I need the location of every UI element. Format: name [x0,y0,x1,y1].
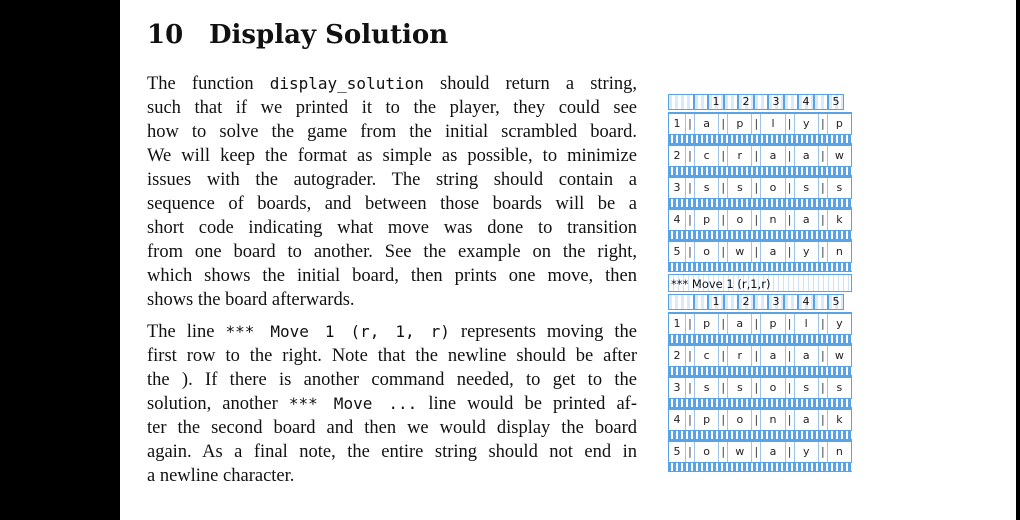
cell-separator: | [751,146,760,166]
row-divider [668,335,852,344]
cell-separator: | [718,314,727,334]
board-cell: w [727,442,751,462]
header-pad [784,94,798,110]
text-line [147,416,637,440]
inline-code: *** Move ... [288,394,418,413]
text-line [147,368,637,392]
column-header: 2 [738,294,754,310]
board-cell: o [694,242,718,262]
cell-separator: | [785,178,794,198]
board-row [668,240,852,272]
cell-separator: | [718,210,727,230]
header-pad [814,94,828,110]
cell-separator: | [785,346,794,366]
cell-separator: | [685,210,694,230]
cell-separator: | [818,410,827,430]
cell-separator: | [718,378,727,398]
cell-separator: | [751,378,760,398]
board-cell: s [727,378,751,398]
board-cell: n [827,442,851,462]
text-line [147,288,637,312]
board-cell: r [727,346,751,366]
text-line [147,216,637,240]
board-cell: l [794,314,818,334]
row-index: 2 [673,149,681,162]
column-header: 2 [738,94,754,110]
board-before [668,94,852,272]
row-index: 4 [673,413,681,426]
board-cell: w [727,242,751,262]
board-cell: o [694,442,718,462]
board-cell: k [827,410,851,430]
cell-separator: | [751,442,760,462]
cell-separator: | [718,178,727,198]
text-line [147,120,637,144]
row-index: 1 [673,117,681,130]
row-divider [668,135,852,144]
board-row [668,344,852,376]
text-line [147,320,637,344]
row-divider [668,463,852,472]
board-after [668,294,852,472]
cell-separator: | [785,410,794,430]
row-index: 5 [673,445,681,458]
header-pad [724,294,738,310]
row-index: 3 [673,381,681,394]
row-divider [668,167,852,176]
column-header: 1 [708,294,724,310]
cell-separator: | [685,114,694,134]
board-row [668,440,852,472]
cell-separator: | [718,242,727,262]
cell-separator: | [751,114,760,134]
board-cell: n [827,242,851,262]
cell-separator: | [818,442,827,462]
text-span: solution, another [147,394,289,414]
board-cell: n [760,410,784,430]
text-span: shows the board afterwards. [147,290,355,310]
text-line [147,392,637,416]
board-cell: s [727,178,751,198]
text-line [147,192,637,216]
row-divider [668,367,852,376]
paragraph-2 [147,320,637,488]
board-cell: o [760,378,784,398]
board-row [668,176,852,208]
column-header: 1 [708,94,724,110]
board-cell: a [794,410,818,430]
column-header: 3 [768,294,784,310]
board-cell: a [760,346,784,366]
board-row [668,112,852,144]
row-divider [668,199,852,208]
column-header: 4 [798,294,814,310]
board-cell: s [827,178,851,198]
board-cell: r [727,146,751,166]
header-pad [724,94,738,110]
header-spacer [668,294,694,310]
board-cell: p [827,114,851,134]
cell-separator: | [718,346,727,366]
text-span: such that if we printed it to the player, they could see [147,98,637,118]
cell-separator: | [751,410,760,430]
cell-separator: | [751,314,760,334]
board-cell: o [760,178,784,198]
cell-separator: | [685,178,694,198]
board-cell: p [727,114,751,134]
column-header: 5 [828,294,844,310]
board-row [668,144,852,176]
board-row [668,408,852,440]
board-cell: s [694,378,718,398]
row-index: 2 [673,349,681,362]
text-span: sequence of boards, and between those boards will be a [147,194,637,214]
board-cell: s [694,178,718,198]
cell-separator: | [718,442,727,462]
text-span: issues with the autograder. The string should contain a [147,170,637,190]
text-span: ter the second board and then we would display the board [147,418,637,438]
text-line [147,240,637,264]
text-line [147,144,637,168]
cell-separator: | [751,210,760,230]
move-line: *** Move 1 (r,1,r) [668,274,852,292]
header-pad [754,294,768,310]
board-cell: o [727,410,751,430]
cell-separator: | [818,114,827,134]
cell-separator: | [785,210,794,230]
cell-separator: | [718,146,727,166]
paragraph-1 [147,72,637,312]
section-number: 10 [147,20,184,50]
inline-code: *** Move 1 (r, 1, r) [225,322,450,341]
text-span: how to solve the game from the initial scrambled board. [147,122,637,142]
board-cell: a [794,346,818,366]
cell-separator: | [751,178,760,198]
text-span: from one board to another. See the example on the right, [147,242,637,262]
cell-separator: | [751,242,760,262]
board-cell: w [827,146,851,166]
board-cell: y [794,442,818,462]
cell-separator: | [718,114,727,134]
header-pad [694,94,708,110]
example-output [668,94,852,472]
cell-separator: | [685,146,694,166]
text-span: The line [147,322,226,342]
column-header-row [668,294,852,312]
text-span: again. As a final note, the entire string should not end in [147,442,637,462]
board-cell: a [727,314,751,334]
board-cell: y [794,114,818,134]
row-index: 4 [673,213,681,226]
row-index: 5 [673,245,681,258]
row-index: 3 [673,181,681,194]
column-header: 4 [798,94,814,110]
board-cell: o [727,210,751,230]
board-cell: c [694,346,718,366]
board-cell: a [760,146,784,166]
cell-separator: | [785,442,794,462]
cell-separator: | [685,378,694,398]
header-pad [784,294,798,310]
cell-separator: | [818,346,827,366]
board-cell: y [827,314,851,334]
board-cell: l [760,114,784,134]
text-span: line would be printed af- [417,394,638,414]
text-line [147,168,637,192]
cell-separator: | [818,210,827,230]
board-cell: p [694,314,718,334]
header-pad [814,294,828,310]
text-span: first row to the right. Note that the newline should be after [147,346,637,366]
text-span: a newline character. [147,466,295,486]
header-spacer [668,94,694,110]
row-divider [668,263,852,272]
cell-separator: | [685,346,694,366]
board-cell: a [694,114,718,134]
header-pad [754,94,768,110]
board-cell: c [694,146,718,166]
board-cell: s [794,178,818,198]
board-cell: n [760,210,784,230]
cell-separator: | [785,242,794,262]
text-line [147,440,637,464]
board-cell: a [760,442,784,462]
cell-separator: | [818,314,827,334]
cell-separator: | [685,242,694,262]
board-cell: p [760,314,784,334]
cell-separator: | [785,114,794,134]
cell-separator: | [685,410,694,430]
document-page [120,0,1016,520]
cell-separator: | [685,314,694,334]
text-span: which shows the initial board, then prints one move, then [147,266,637,286]
board-cell: a [760,242,784,262]
cell-separator: | [818,146,827,166]
cell-separator: | [685,442,694,462]
text-span: the ). If there is another command needed, to get to the [147,370,637,390]
column-header: 3 [768,94,784,110]
cell-separator: | [818,378,827,398]
text-line [147,96,637,120]
section-title: Display Solution [209,20,449,50]
text-line [147,464,637,488]
cell-separator: | [751,346,760,366]
text-line [147,72,637,96]
column-header: 5 [828,94,844,110]
cell-separator: | [818,178,827,198]
cell-separator: | [785,378,794,398]
inline-code: display_solution [269,74,424,93]
board-cell: w [827,346,851,366]
text-line [147,264,637,288]
row-divider [668,231,852,240]
text-line [147,344,637,368]
board-cell: p [694,210,718,230]
text-span: represents moving the [449,322,637,342]
header-pad [694,294,708,310]
text-span: We will keep the format as simple as possible, to minimize [147,146,637,166]
cell-separator: | [718,410,727,430]
board-row [668,376,852,408]
column-header-row [668,94,852,112]
board-cell: p [694,410,718,430]
cell-separator: | [785,314,794,334]
board-cell: s [827,378,851,398]
board-cell: a [794,210,818,230]
text-span: should return a string, [423,74,637,94]
board-cell: s [794,378,818,398]
board-cell: k [827,210,851,230]
board-cell: a [794,146,818,166]
cell-separator: | [785,146,794,166]
board-cell: y [794,242,818,262]
text-span: short code indicating what move was done to transition [147,218,637,238]
row-divider [668,431,852,440]
board-row [668,312,852,344]
row-index: 1 [673,317,681,330]
text-span: The function [147,74,270,94]
cell-separator: | [818,242,827,262]
section-heading [147,20,448,50]
board-row [668,208,852,240]
row-divider [668,399,852,408]
